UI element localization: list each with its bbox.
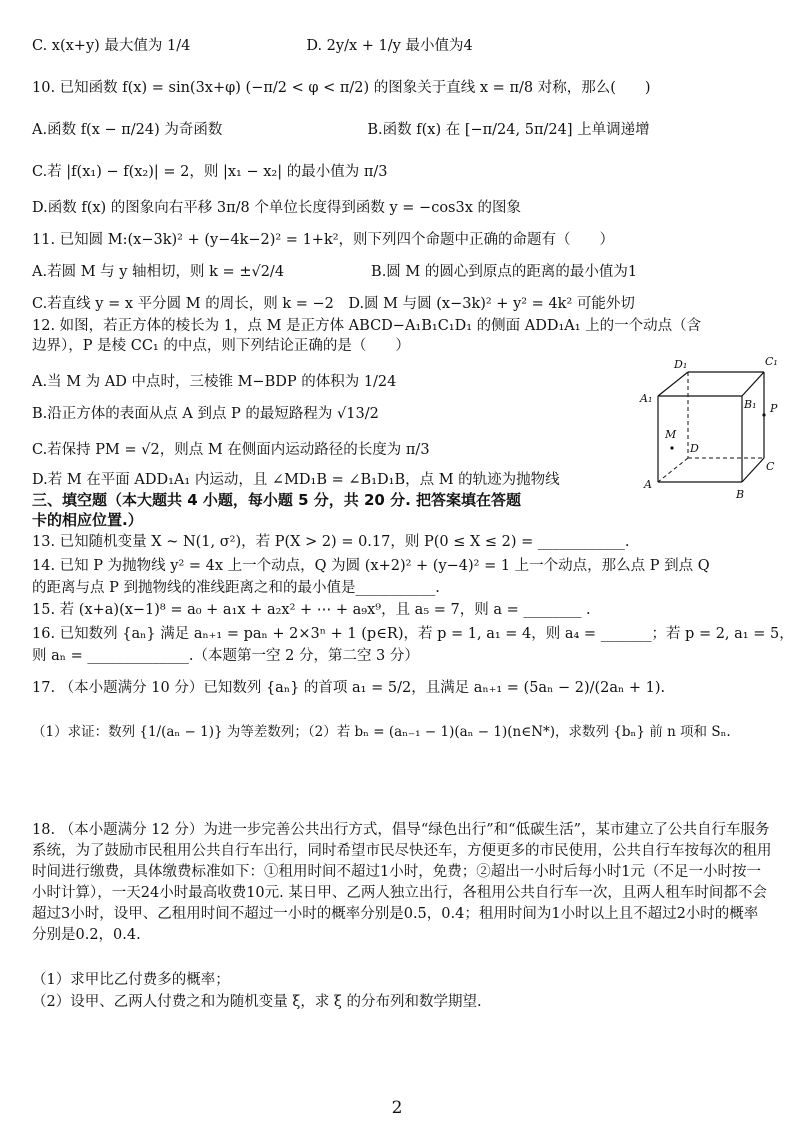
question-14-cont: 的距离与点 P 到抛物线的准线距离之和的最小值是___________. — [32, 580, 440, 596]
cube-diagram — [632, 352, 782, 504]
question-12-cont: 边界），P 是棱 CC₁ 的中点，则下列结论正确的是（ ） — [32, 338, 410, 354]
option-10d: D.函数 f(x) 的图象向右平移 3π/8 个单位长度得到函数 y = −cos3x 的图象 — [32, 200, 521, 216]
cube-figure — [632, 352, 782, 504]
label-c1: C₁ — [765, 355, 778, 368]
question-15: 15. 若 (x+a)(x−1)⁸ = a₀ + a₁x + a₂x² + ⋯ + a₉x⁹，且 a₅ = 7，则 a = ________ . — [32, 602, 591, 618]
label-b1: B₁ — [744, 398, 757, 411]
section-heading-cont: 卡的相应位置.） — [32, 511, 143, 529]
label-p: P — [770, 402, 778, 415]
edge-b1c1 — [742, 372, 764, 396]
edge-bc — [742, 458, 764, 482]
label-m: M — [665, 428, 677, 441]
option-12a: A.当 M 为 AD 中点时，三棱锥 M−BDP 的体积为 1/24 — [32, 374, 397, 390]
option-9c: C. x(x+y) 最大值为 1/4 D. 2y/x + 1/y 最小值为4 — [32, 38, 473, 54]
label-a1: A₁ — [640, 392, 653, 405]
point-m — [670, 446, 673, 449]
option-11c-d: C.若直线 y = x 平分圆 M 的周长，则 k = −2 D.圆 M 与圆 (x−3k)² + y² = 4k² 可能外切 — [32, 296, 635, 312]
edge-d1a1 — [658, 372, 688, 396]
question-14: 14. 已知 P 为抛物线 y² = 4x 上一个动点，Q 为圆 (x+2)² + (y−4)² = 1 上一个动点，那么点 P 到点 Q — [32, 558, 710, 574]
question-18: 18. （本小题满分 12 分）为进一步完善公共出行方式，倡导“绿色出行”和“低碳生活”，某市建立了公共自行车服务系统，为了鼓励市民租用公共自行车出行，同时希望市民尽快还车，方便更多的市民使用，公共自行车按每次的租用时间进行缴费，具体缴费标准如下：①租用时间不超过1小时，免费；②超出一小时后每小时1元（不足一小时按一小时计算），一天24小时最高收费10元. 某日甲、乙两人独立出行，各租用公共自行车一次，且两人租车时间都不会超过3小时，设甲、乙租用时间不超过一小时的概率分别是0.5，0.4；租用时间为1小时以上且不超过2小时的概率分别是0.2，0.4. — [32, 822, 772, 943]
label-d: D — [690, 442, 699, 455]
question-10: 10. 已知函数 f(x) = sin(3x+φ) (−π/2 < φ < π/2) 的图象关于直线 x = π/8 对称，那么( ) — [32, 80, 651, 96]
label-a: A — [644, 478, 652, 491]
label-d1: D₁ — [674, 358, 688, 371]
question-16-cont: 则 aₙ = ______________.（本题第一空 2 分，第二空 3 分） — [32, 648, 419, 664]
question-17-parts: （1）求证：数列 {1/(aₙ − 1)} 为等差数列；（2）若 bₙ = (aₙ₋₁ − 1)(aₙ − 1)(n∈N*)，求数列 {bₙ} 前 n 项和 Sₙ. — [32, 724, 731, 740]
section-heading: 三、填空题（本大题共 4 小题，每小题 5 分，共 20 分. 把答案填在答题 — [32, 491, 522, 509]
question-11: 11. 已知圆 M:(x−3k)² + (y−4k−2)² = 1+k²，则下列四个命题中正确的命题有（ ） — [32, 232, 615, 248]
question-16: 16. 已知数列 {aₙ} 满足 aₙ₊₁ = paₙ + 2×3ⁿ + 1 (p∈R)，若 p = 1, a₁ = 4，则 a₄ = _______；若 p = 2, a₁ = 5， — [32, 626, 794, 642]
edge-da-hidden — [658, 458, 688, 482]
option-12b: B.沿正方体的表面从点 A 到点 P 的最短路程为 √13/2 — [32, 406, 379, 422]
question-18-part1: （1）求甲比乙付费多的概率； — [32, 972, 230, 988]
option-12c: C.若保持 PM = √2，则点 M 在侧面内运动路径的长度为 π/3 — [32, 442, 430, 458]
label-b: B — [736, 488, 745, 501]
option-11a-b: A.若圆 M 与 y 轴相切，则 k = ±√2/4 B.圆 M 的圆心到原点的距离的最小值为1 — [32, 264, 638, 280]
question-12: 12. 如图，若正方体的棱长为 1，点 M 是正方体 ABCD−A₁B₁C₁D₁ 的侧面 ADD₁A₁ 上的一个动点（含 — [32, 318, 702, 334]
page-number: 2 — [391, 1098, 403, 1118]
label-c: C — [766, 460, 775, 473]
question-13: 13. 已知随机变量 X ~ N(1, σ²)，若 P(X > 2) = 0.17，则 P(0 ≤ X ≤ 2) = ____________. — [32, 534, 630, 550]
question-18-part2: （2）设甲、乙两人付费之和为随机变量 ξ，求 ξ 的分布列和数学期望. — [32, 994, 482, 1010]
option-12d: D.若 M 在平面 ADD₁A₁ 内运动，且 ∠MD₁B = ∠B₁D₁B，点 M 的轨迹为抛物线 — [32, 472, 560, 488]
point-p — [762, 413, 765, 416]
option-10a-b: A.函数 f(x − π/24) 为奇函数 B.函数 f(x) 在 [−π/24, 5π/24] 上单调递增 — [32, 122, 650, 138]
option-10c: C.若 |f(x₁) − f(x₂)| = 2，则 |x₁ − x₂| 的最小值为 π/3 — [32, 164, 388, 180]
question-17: 17. （本小题满分 10 分）已知数列 {aₙ} 的首项 a₁ = 5/2，且满足 aₙ₊₁ = (5aₙ − 2)/(2aₙ + 1). — [32, 680, 666, 696]
